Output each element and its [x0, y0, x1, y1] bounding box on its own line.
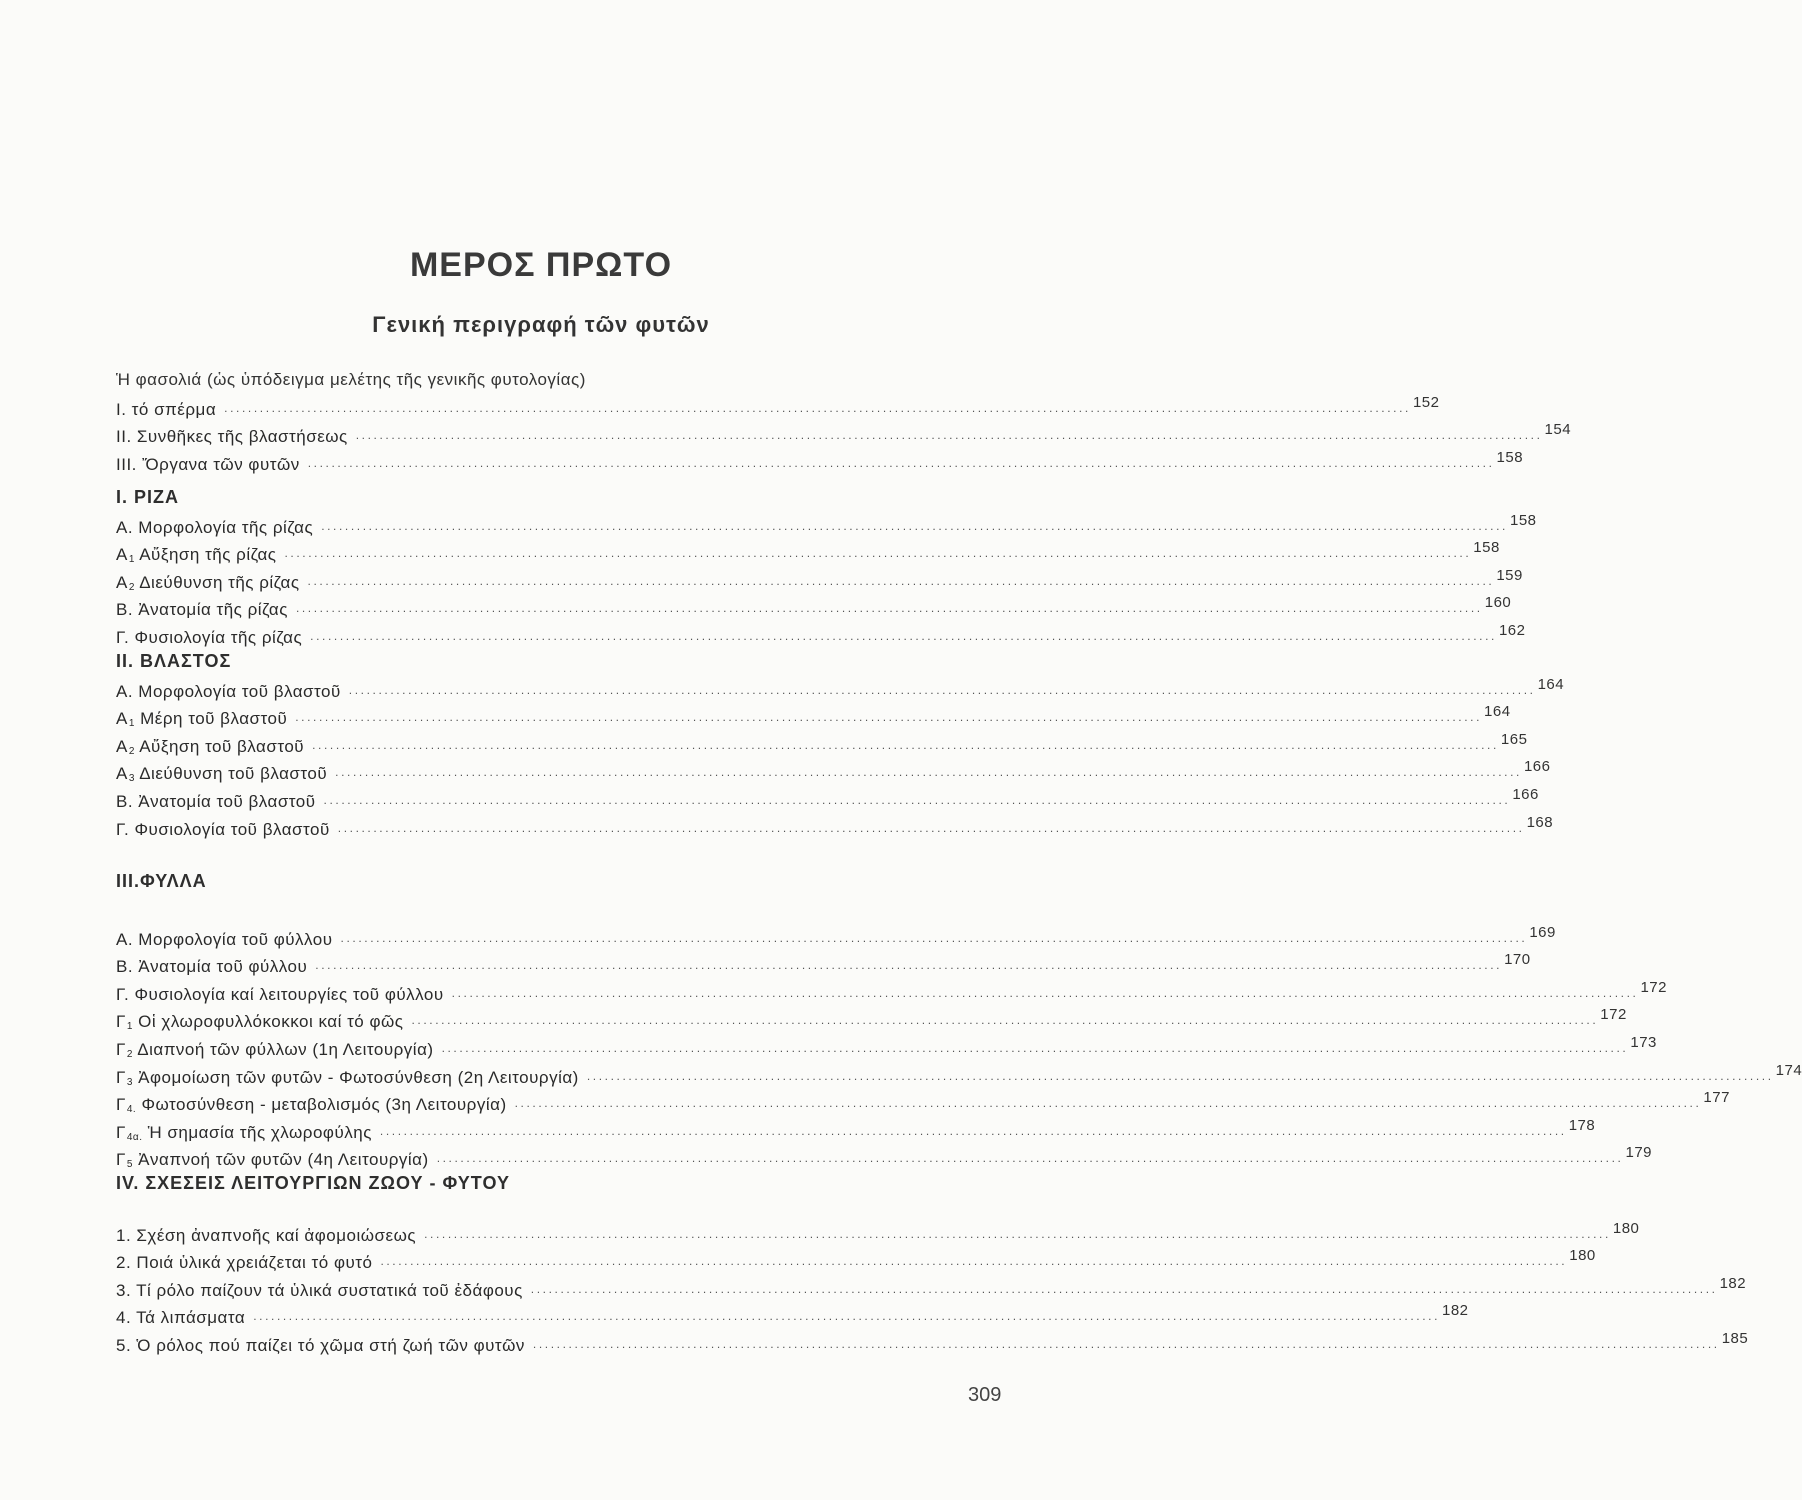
toc-entry-prefix: Α: [116, 764, 128, 784]
toc-entry-text: Ποιά ὑλικά χρειάζεται τό φυτό: [136, 1253, 373, 1273]
toc-entry-prefix: 4.: [116, 1308, 132, 1328]
toc-entry-page: 174: [1775, 1061, 1802, 1079]
toc-entry-label: [116, 1095, 515, 1115]
section-heading: II. ΒΛΑΣΤΟΣ: [116, 651, 232, 671]
toc-entry-label: [116, 682, 349, 702]
dot-leader: ........................................................................................................................................................................................................: [323, 792, 1511, 807]
toc-entry-subscript: 2: [128, 745, 135, 757]
toc-entry-text: III. Ὄργανα τῶν φυτῶν: [116, 454, 300, 474]
toc-entry-label: [116, 1226, 424, 1246]
dot-leader: ........................................................................................................................................................................................................: [340, 930, 1528, 945]
toc-entry: [116, 538, 1500, 566]
dot-leader: ........................................................................................................................................................................................................: [441, 1040, 1629, 1055]
toc-entry-text: Μορφολογία τοῦ βλαστοῦ: [138, 681, 341, 701]
toc-entry-text: Αὔξηση τῆς ρίζας: [139, 545, 277, 565]
toc-entry-page: 154: [1544, 421, 1572, 439]
toc-entry-prefix: Γ: [116, 1095, 126, 1115]
toc-entry-text: Φυσιολογία τοῦ βλαστοῦ: [134, 819, 330, 839]
toc-entry: [116, 392, 1440, 420]
toc-entry-text: Ἀνατομία τοῦ βλαστοῦ: [138, 791, 316, 811]
toc-entry-label: [116, 820, 338, 840]
dot-leader: ........................................................................................................................................................................................................: [411, 1013, 1599, 1028]
toc-entry-page: 179: [1625, 1144, 1653, 1162]
toc-entry-text: Ἀφομοίωση τῶν φυτῶν - Φωτοσύνθεση (2η Λειτουργία): [138, 1067, 579, 1087]
toc-entry-prefix: Α: [116, 545, 128, 565]
toc-entry-subscript: 3: [126, 1076, 133, 1088]
toc-entry-label: [116, 764, 335, 784]
toc-entry-page: 182: [1442, 1302, 1469, 1320]
toc-entry-subscript: 2: [128, 581, 135, 593]
toc-entry-prefix: Α.: [116, 517, 134, 537]
toc-entry-prefix: Γ: [116, 1039, 126, 1059]
toc-entry-label: [116, 427, 356, 447]
toc-entry: [116, 510, 1537, 538]
toc-entry-label: [116, 518, 321, 538]
dot-leader: ........................................................................................................................................................................................................: [295, 601, 1483, 616]
toc-entry-subscript: 2: [126, 1048, 133, 1060]
toc-entry-prefix: Α: [116, 736, 128, 756]
toc-entry-text: Διεύθυνση τῆς ρίζας: [139, 572, 300, 592]
dot-leader: ........................................................................................................................................................................................................: [348, 682, 1536, 697]
toc-entry-page: 165: [1500, 730, 1528, 748]
toc-entry-text: Φωτοσύνθεση - μεταβολισμός (3η Λειτουργία): [141, 1095, 507, 1115]
toc-entry-page: 182: [1719, 1274, 1747, 1292]
toc-entry-page: 185: [1721, 1329, 1749, 1347]
dot-leader: ........................................................................................................................................................................................................: [335, 765, 1522, 780]
toc-entry: [116, 1273, 1747, 1301]
toc-entry-prefix: Γ.: [116, 819, 130, 839]
toc-entry-page: 169: [1529, 923, 1556, 941]
toc-entry-text: Ὁ ρόλος πού παίζει τό χῶμα στή ζωή τῶν φυτῶν: [136, 1335, 525, 1355]
toc-entry: [116, 1246, 1596, 1274]
toc-entry-page: 158: [1496, 448, 1524, 466]
toc-entry: [116, 1328, 1749, 1356]
toc-entry-label: [116, 1040, 442, 1060]
dot-leader: ........................................................................................................................................................................................................: [312, 737, 1499, 752]
toc-entry-text: Οἱ χλωροφυλλόκοκκοι καί τό φῶς: [138, 1012, 404, 1032]
toc-entry: [116, 1115, 1596, 1143]
dot-leader: ........................................................................................................................................................................................................: [310, 628, 1497, 643]
toc-entry-text: Τά λιπάσματα: [136, 1308, 246, 1328]
toc-entry-label: [116, 1336, 533, 1356]
part-title: ΜΕΡΟΣ ΠΡΩΤΟ: [409, 246, 673, 284]
toc-entry: [116, 729, 1528, 757]
toc-entry-prefix: Γ: [116, 1067, 126, 1087]
dot-leader: ........................................................................................................................................................................................................: [284, 546, 1472, 561]
toc-entry-page: 180: [1569, 1247, 1596, 1265]
toc-entry-page: 173: [1630, 1033, 1657, 1051]
toc-entry-text: I. τό σπέρμα: [116, 399, 217, 419]
toc-entry-label: [116, 573, 308, 593]
toc-entry-text: Ἡ σημασία τῆς χλωροφύλης: [147, 1122, 372, 1142]
toc-entry-prefix: Α: [116, 572, 128, 592]
toc-entry-page: 158: [1473, 539, 1500, 557]
toc-entry: [116, 1218, 1640, 1246]
toc-entry-page: 180: [1612, 1219, 1640, 1237]
toc-entry: [116, 1301, 1469, 1329]
toc-entry-text: Ἀναπνοή τῶν φυτῶν (4η Λειτουργία): [138, 1150, 429, 1170]
dot-leader: ........................................................................................................................................................................................................: [530, 1281, 1718, 1296]
dot-leader: ........................................................................................................................................................................................................: [315, 958, 1503, 973]
toc-entry-prefix: Γ: [116, 1122, 126, 1142]
toc-entry-text: Σχέση ἀναπνοῆς καί ἀφομοιώσεως: [136, 1225, 417, 1245]
toc-entry: [116, 702, 1511, 730]
toc-entry-page: 177: [1703, 1089, 1730, 1107]
section-relations: [116, 1168, 1749, 1356]
section-leaves: [116, 866, 1802, 1171]
toc-entry: [116, 1088, 1730, 1116]
toc-entry: [116, 977, 1667, 1005]
toc-entry-prefix: Γ.: [116, 984, 130, 1004]
section-stem: [116, 646, 1565, 840]
toc-entry-prefix: Β.: [116, 600, 134, 620]
toc-entry-prefix: Α: [116, 709, 128, 729]
section-heading: I. ΡΙΖΑ: [116, 487, 180, 507]
toc-entry-text: Φυσιολογία τῆς ρίζας: [134, 627, 303, 647]
toc-entry: [116, 1060, 1802, 1088]
toc-entry-label: [116, 957, 315, 977]
toc-entry-text: Διεύθυνση τοῦ βλαστοῦ: [139, 764, 328, 784]
toc-entry-page: 170: [1504, 951, 1531, 969]
dot-leader: ........................................................................................................................................................................................................: [436, 1151, 1624, 1166]
toc-entry-text: Μορφολογία τῆς ρίζας: [138, 517, 314, 537]
toc-entry: [116, 922, 1556, 950]
toc-entry-page: 166: [1512, 785, 1539, 803]
toc-entry-label: [116, 1123, 380, 1143]
section-heading: IV. ΣΧΕΣΕΙΣ ΛΕΙΤΟΥΡΓΙΩΝ ΖΩΟΥ - ΦΥΤΟΥ: [116, 1173, 510, 1193]
dot-leader: ........................................................................................................................................................................................................: [380, 1254, 1568, 1269]
dot-leader: ........................................................................................................................................................................................................: [295, 710, 1483, 725]
dot-leader: ........................................................................................................................................................................................................: [253, 1309, 1440, 1324]
toc-entry-prefix: Β.: [116, 957, 134, 977]
toc-entry-label: [116, 930, 341, 950]
toc-entry: [116, 1032, 1657, 1060]
toc-entry-label: [116, 600, 296, 620]
toc-entry-label: [116, 792, 324, 812]
toc-entry-page: 162: [1498, 621, 1526, 639]
toc-entry-label: [116, 545, 285, 565]
toc-entry-label: [116, 400, 224, 420]
intro-entries: [116, 392, 1572, 475]
toc-entry-label: [116, 1253, 380, 1273]
toc-entry-page: 159: [1496, 566, 1523, 584]
toc-entry-page: 168: [1526, 813, 1554, 831]
toc-entry: [116, 420, 1572, 448]
toc-entry-subscript: 1: [128, 554, 135, 566]
toc-entry-text: Αὔξηση τοῦ βλαστοῦ: [139, 736, 305, 756]
toc-entry-label: [116, 1068, 587, 1088]
toc-entry-prefix: 2.: [116, 1253, 132, 1273]
toc-entry-subscript: 3: [128, 773, 135, 785]
toc-entry-label: [116, 455, 308, 475]
toc-entry-text: Διαπνοή τῶν φύλλων (1η Λειτουργία): [137, 1039, 434, 1059]
dot-leader: ........................................................................................................................................................................................................: [224, 400, 1411, 415]
dot-leader: ........................................................................................................................................................................................................: [424, 1226, 1611, 1241]
toc-entry: [116, 620, 1526, 648]
toc-entry-page: 164: [1484, 703, 1511, 721]
page-number: 309: [968, 1384, 1002, 1406]
toc-entry: [116, 950, 1531, 978]
toc-entry-label: [116, 628, 310, 648]
toc-entry-page: 160: [1484, 594, 1512, 612]
toc-entry-text: II. Συνθῆκες τῆς βλαστήσεως: [116, 427, 348, 447]
toc-entry-subscript: 5: [126, 1159, 133, 1171]
toc-entry-text: Φυσιολογία καί λειτουργίες τοῦ φύλλου: [134, 984, 444, 1004]
toc-entry-text: Ἀνατομία τῆς ρίζας: [138, 600, 288, 620]
toc-entry: [116, 1143, 1653, 1171]
toc-entry-prefix: 1.: [116, 1225, 132, 1245]
toc-entry: [116, 593, 1512, 621]
toc-entry-subscript: 1: [128, 718, 135, 730]
toc-entry-page: 166: [1523, 758, 1551, 776]
toc-entry-page: 172: [1640, 978, 1667, 996]
toc-entry-label: [116, 985, 452, 1005]
toc-entry-text: Μέρη τοῦ βλαστοῦ: [140, 709, 288, 729]
dot-leader: ........................................................................................................................................................................................................: [355, 428, 1543, 443]
toc-entry: [116, 784, 1539, 812]
toc-entry-text: Ἀνατομία τοῦ φύλλου: [138, 957, 308, 977]
toc-entry-prefix: 5.: [116, 1335, 132, 1355]
toc-entry-prefix: 3.: [116, 1280, 132, 1300]
dot-leader: ........................................................................................................................................................................................................: [532, 1336, 1720, 1351]
toc-entry-subscript: 1: [126, 1021, 133, 1033]
dot-leader: ........................................................................................................................................................................................................: [321, 518, 1508, 533]
toc-entry-label: [116, 1012, 411, 1032]
toc-entry: [116, 674, 1565, 702]
toc-entry-prefix: Γ: [116, 1150, 126, 1170]
toc-entry-label: [116, 1281, 531, 1301]
section-root: [116, 482, 1537, 648]
toc-entry-prefix: Α.: [116, 929, 134, 949]
toc-entry-prefix: Γ.: [116, 627, 130, 647]
toc-entry: [116, 1005, 1627, 1033]
toc-entry: [116, 565, 1523, 593]
toc-entry-page: 158: [1509, 511, 1537, 529]
dot-leader: ........................................................................................................................................................................................................: [451, 985, 1639, 1000]
toc-entry-subscript: 4α.: [126, 1131, 143, 1143]
section-heading: III.ΦΥΛΛΑ: [116, 871, 207, 891]
toc-entry-label: [116, 737, 312, 757]
toc-entry-prefix: Γ: [116, 1012, 126, 1032]
part-subtitle: Γενική περιγραφή τῶν φυτῶν: [372, 312, 710, 337]
toc-entry: [116, 812, 1554, 840]
dot-leader: ........................................................................................................................................................................................................: [307, 573, 1495, 588]
toc-entry-label: [116, 709, 295, 729]
dot-leader: ........................................................................................................................................................................................................: [514, 1096, 1702, 1111]
dot-leader: ........................................................................................................................................................................................................: [586, 1068, 1774, 1083]
toc-entry-subscript: 4.: [126, 1104, 137, 1116]
dot-leader: ........................................................................................................................................................................................................: [307, 455, 1495, 470]
toc-entry-prefix: Β.: [116, 791, 134, 811]
toc-entry: [116, 447, 1524, 475]
toc-entry-label: [116, 1308, 253, 1328]
toc-entry-text: Τί ρόλο παίζουν τά ὑλικά συστατικά τοῦ ἐδάφους: [136, 1280, 523, 1300]
toc-entry: [116, 757, 1551, 785]
dot-leader: ........................................................................................................................................................................................................: [337, 820, 1525, 835]
toc-entry-page: 178: [1568, 1116, 1596, 1134]
toc-entry-page: 164: [1537, 675, 1565, 693]
toc-entry-page: 172: [1600, 1006, 1627, 1024]
intro-line: Ἡ φασολιά (ὡς ὑπόδειγμα μελέτης τῆς γενικῆς φυτολογίας): [116, 370, 586, 389]
toc-entry-prefix: Α.: [116, 681, 134, 701]
dot-leader: ........................................................................................................................................................................................................: [379, 1123, 1567, 1138]
toc-entry-page: 152: [1412, 393, 1440, 411]
toc-entry-text: Μορφολογία τοῦ φύλλου: [138, 929, 333, 949]
